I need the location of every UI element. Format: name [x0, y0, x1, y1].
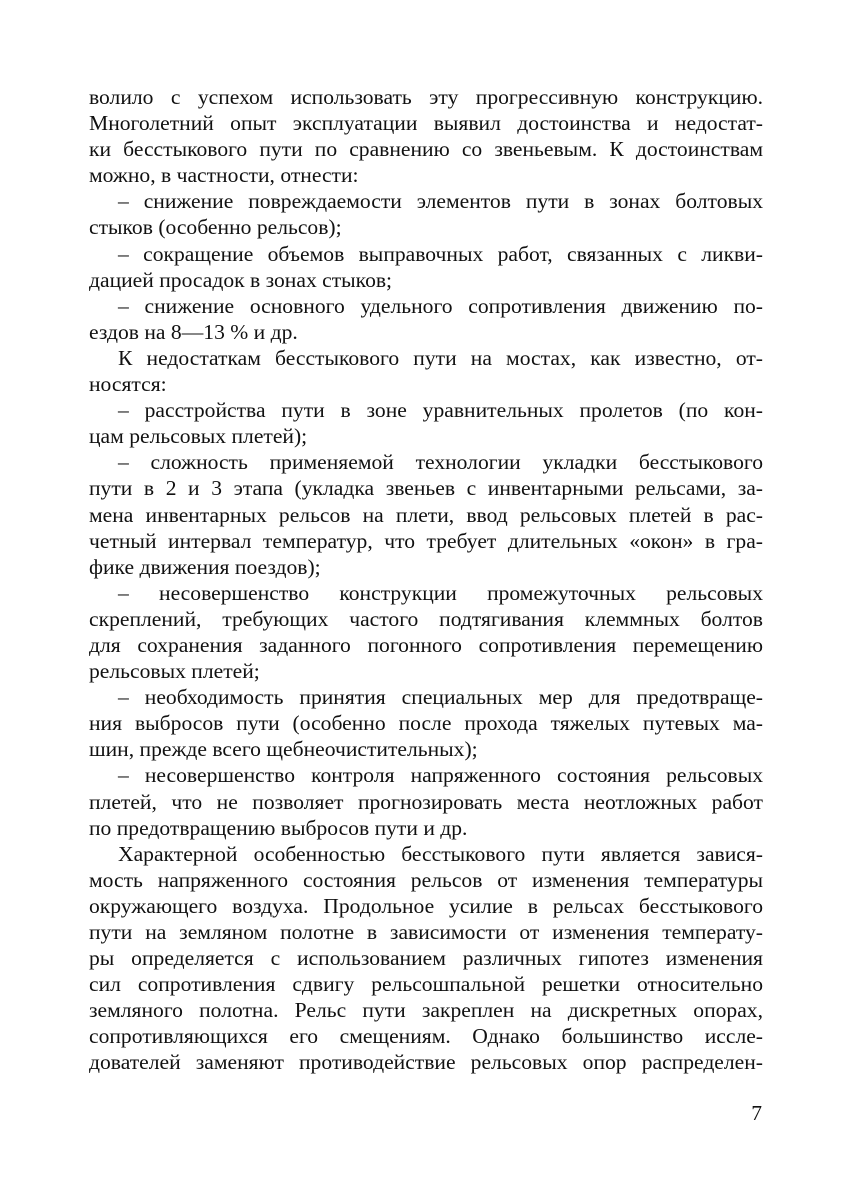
text-line: пути на земляном полотне в зависимости от изменения температу- — [89, 920, 763, 944]
text-line: можно, в частности, отнести: — [89, 163, 359, 188]
text-line: рельсовых плетей; — [89, 659, 260, 684]
text-line: мена инвентарных рельсов на плети, ввод рельсовых плетей в рас- — [89, 502, 763, 527]
text-line: мость напряженного состояния рельсов от изменения температуры — [89, 867, 763, 892]
text-line: ки бесстыкового пути по сравнению со звеньевым. К достоинствам — [89, 137, 763, 162]
text-line: дователей заменяют противодействие рельсовых опор распределен- — [89, 1050, 763, 1075]
text-line: носятся: — [89, 372, 167, 397]
text-line: четный интервал температур, что требует длительных «окон» в гра- — [89, 528, 763, 553]
text-line: цам рельсовых плетей); — [89, 424, 308, 449]
text-line: дацией просадок в зонах стыков; — [89, 267, 393, 292]
text-line: для сохранения заданного погонного сопротивления перемещению — [89, 632, 763, 657]
text-line: ездов на 8—13 % и др. — [89, 319, 298, 344]
text-line: – снижение основного удельного сопротивления движению по- — [118, 293, 763, 318]
text-line: сил сопротивления сдвигу рельсошпальной решетки относительно — [89, 972, 763, 997]
text-line: окружающего воздуха. Продольное усилие в рельсах бесстыкового — [89, 893, 763, 918]
body-text — [89, 84, 763, 1076]
text-line: – расстройства пути в зоне уравнительных пролетов (по кон- — [118, 398, 763, 423]
text-line: ния выбросов пути (особенно после прохода тяжелых путевых ма- — [89, 711, 763, 736]
text-line: шин, прежде всего щебнеочистительных); — [89, 737, 478, 762]
text-line: земляного полотна. Рельс пути закреплен на дискретных опорах, — [89, 998, 763, 1023]
text-line: – необходимость принятия специальных мер для предотвраще- — [118, 685, 763, 710]
text-line: пути в 2 и 3 этапа (укладка звеньев с инвентарными рельсами, за- — [89, 476, 763, 501]
text-line: по предотвращению выбросов пути и др. — [89, 815, 468, 840]
text-line: – несовершенство контроля напряженного состояния рельсовых — [118, 763, 763, 788]
text-line: ры определяется с использованием различных гипотез изменения — [89, 946, 763, 971]
text-line: фике движения поездов); — [89, 554, 321, 579]
text-line: скреплений, требующих частого подтягивания клеммных болтов — [89, 606, 763, 631]
text-line: К недостаткам бесстыкового пути на мостах, как известно, от- — [118, 345, 763, 370]
page-number: 7 — [751, 1101, 762, 1125]
text-line: волило с успехом использовать эту прогрессивную конструкцию. — [89, 85, 763, 109]
text-line: – сокращение объемов выправочных работ, связанных с ликви- — [118, 241, 763, 266]
text-line: – снижение повреждаемости элементов пути в зонах болтовых — [118, 189, 763, 214]
text-line: плетей, что не позволяет прогнозировать места неотложных работ — [89, 789, 763, 814]
text-line: – несовершенство конструкции промежуточных рельсовых — [118, 580, 763, 605]
text-line: Многолетний опыт эксплуатации выявил достоинства и недостат- — [89, 111, 763, 136]
text-line: сопротивляющихся его смещениям. Однако большинство иссле- — [89, 1024, 763, 1049]
text-line: стыков (особенно рельсов); — [89, 215, 342, 240]
text-line: – сложность применяемой технологии укладки бесстыкового — [118, 450, 763, 475]
text-line: Характерной особенностью бесстыкового пути является завися- — [118, 841, 763, 866]
